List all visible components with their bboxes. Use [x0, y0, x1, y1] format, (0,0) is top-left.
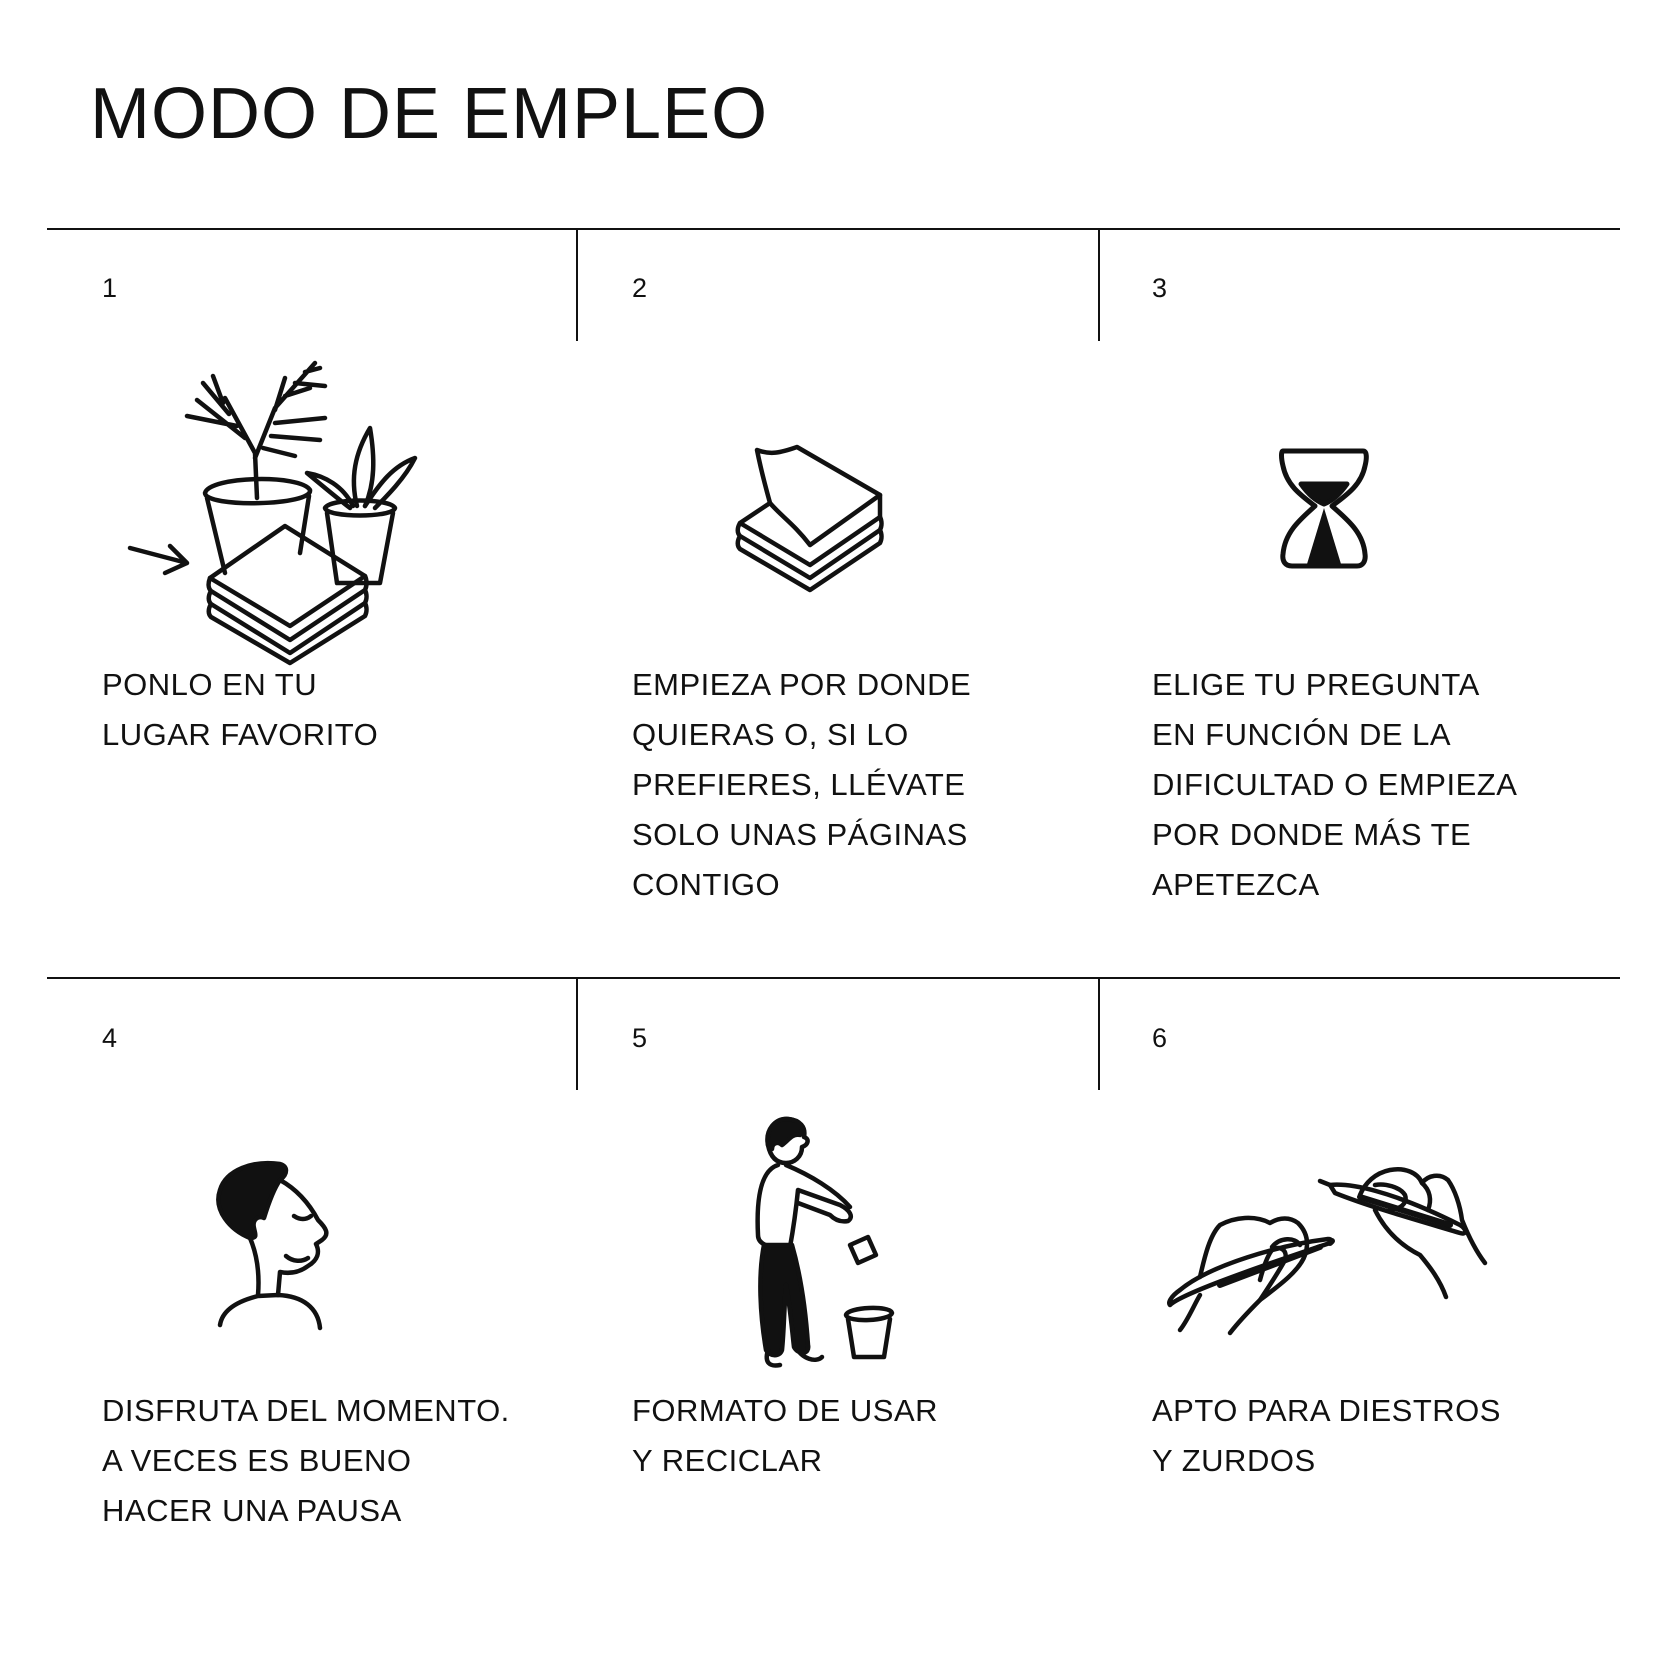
step-number: 2 — [632, 273, 648, 303]
step-number: 6 — [1152, 1023, 1168, 1053]
middle-divider — [47, 977, 1620, 979]
column-divider-1 — [576, 229, 578, 341]
page-title: MODO DE EMPLEO — [90, 74, 769, 154]
plants-and-notepad-icon — [125, 358, 445, 658]
hourglass-icon — [1277, 446, 1372, 571]
step-number: 3 — [1152, 273, 1168, 303]
step-number: 1 — [102, 273, 118, 303]
column-divider-4 — [1098, 978, 1100, 1090]
writing-hands-icon — [1160, 1155, 1490, 1345]
top-divider — [47, 228, 1620, 230]
step-text: DISFRUTA DEL MOMENTO. A VECES ES BUENO HACER UNA PAUSA — [102, 1393, 510, 1528]
step-text: APTO PARA DIESTROS Y ZURDOS — [1152, 1393, 1501, 1478]
step-number: 4 — [102, 1023, 118, 1053]
step-number: 5 — [632, 1023, 648, 1053]
column-divider-2 — [1098, 229, 1100, 341]
step-text: EMPIEZA POR DONDE QUIERAS O, SI LO PREFIERES, LLÉVATE SOLO UNAS PÁGINAS CONTIGO — [632, 667, 972, 902]
column-divider-3 — [576, 978, 578, 1090]
person-recycling-icon — [750, 1115, 920, 1375]
step-text: PONLO EN TU LUGAR FAVORITO — [102, 667, 379, 752]
notepad-stack-icon — [735, 445, 895, 575]
step-text: FORMATO DE USAR Y RECICLAR — [632, 1393, 939, 1478]
relaxed-person-icon — [208, 1160, 338, 1330]
step-text: ELIGE TU PREGUNTA EN FUNCIÓN DE LA DIFICULTAD O EMPIEZA POR DONDE MÁS TE APETEZCA — [1152, 667, 1518, 902]
